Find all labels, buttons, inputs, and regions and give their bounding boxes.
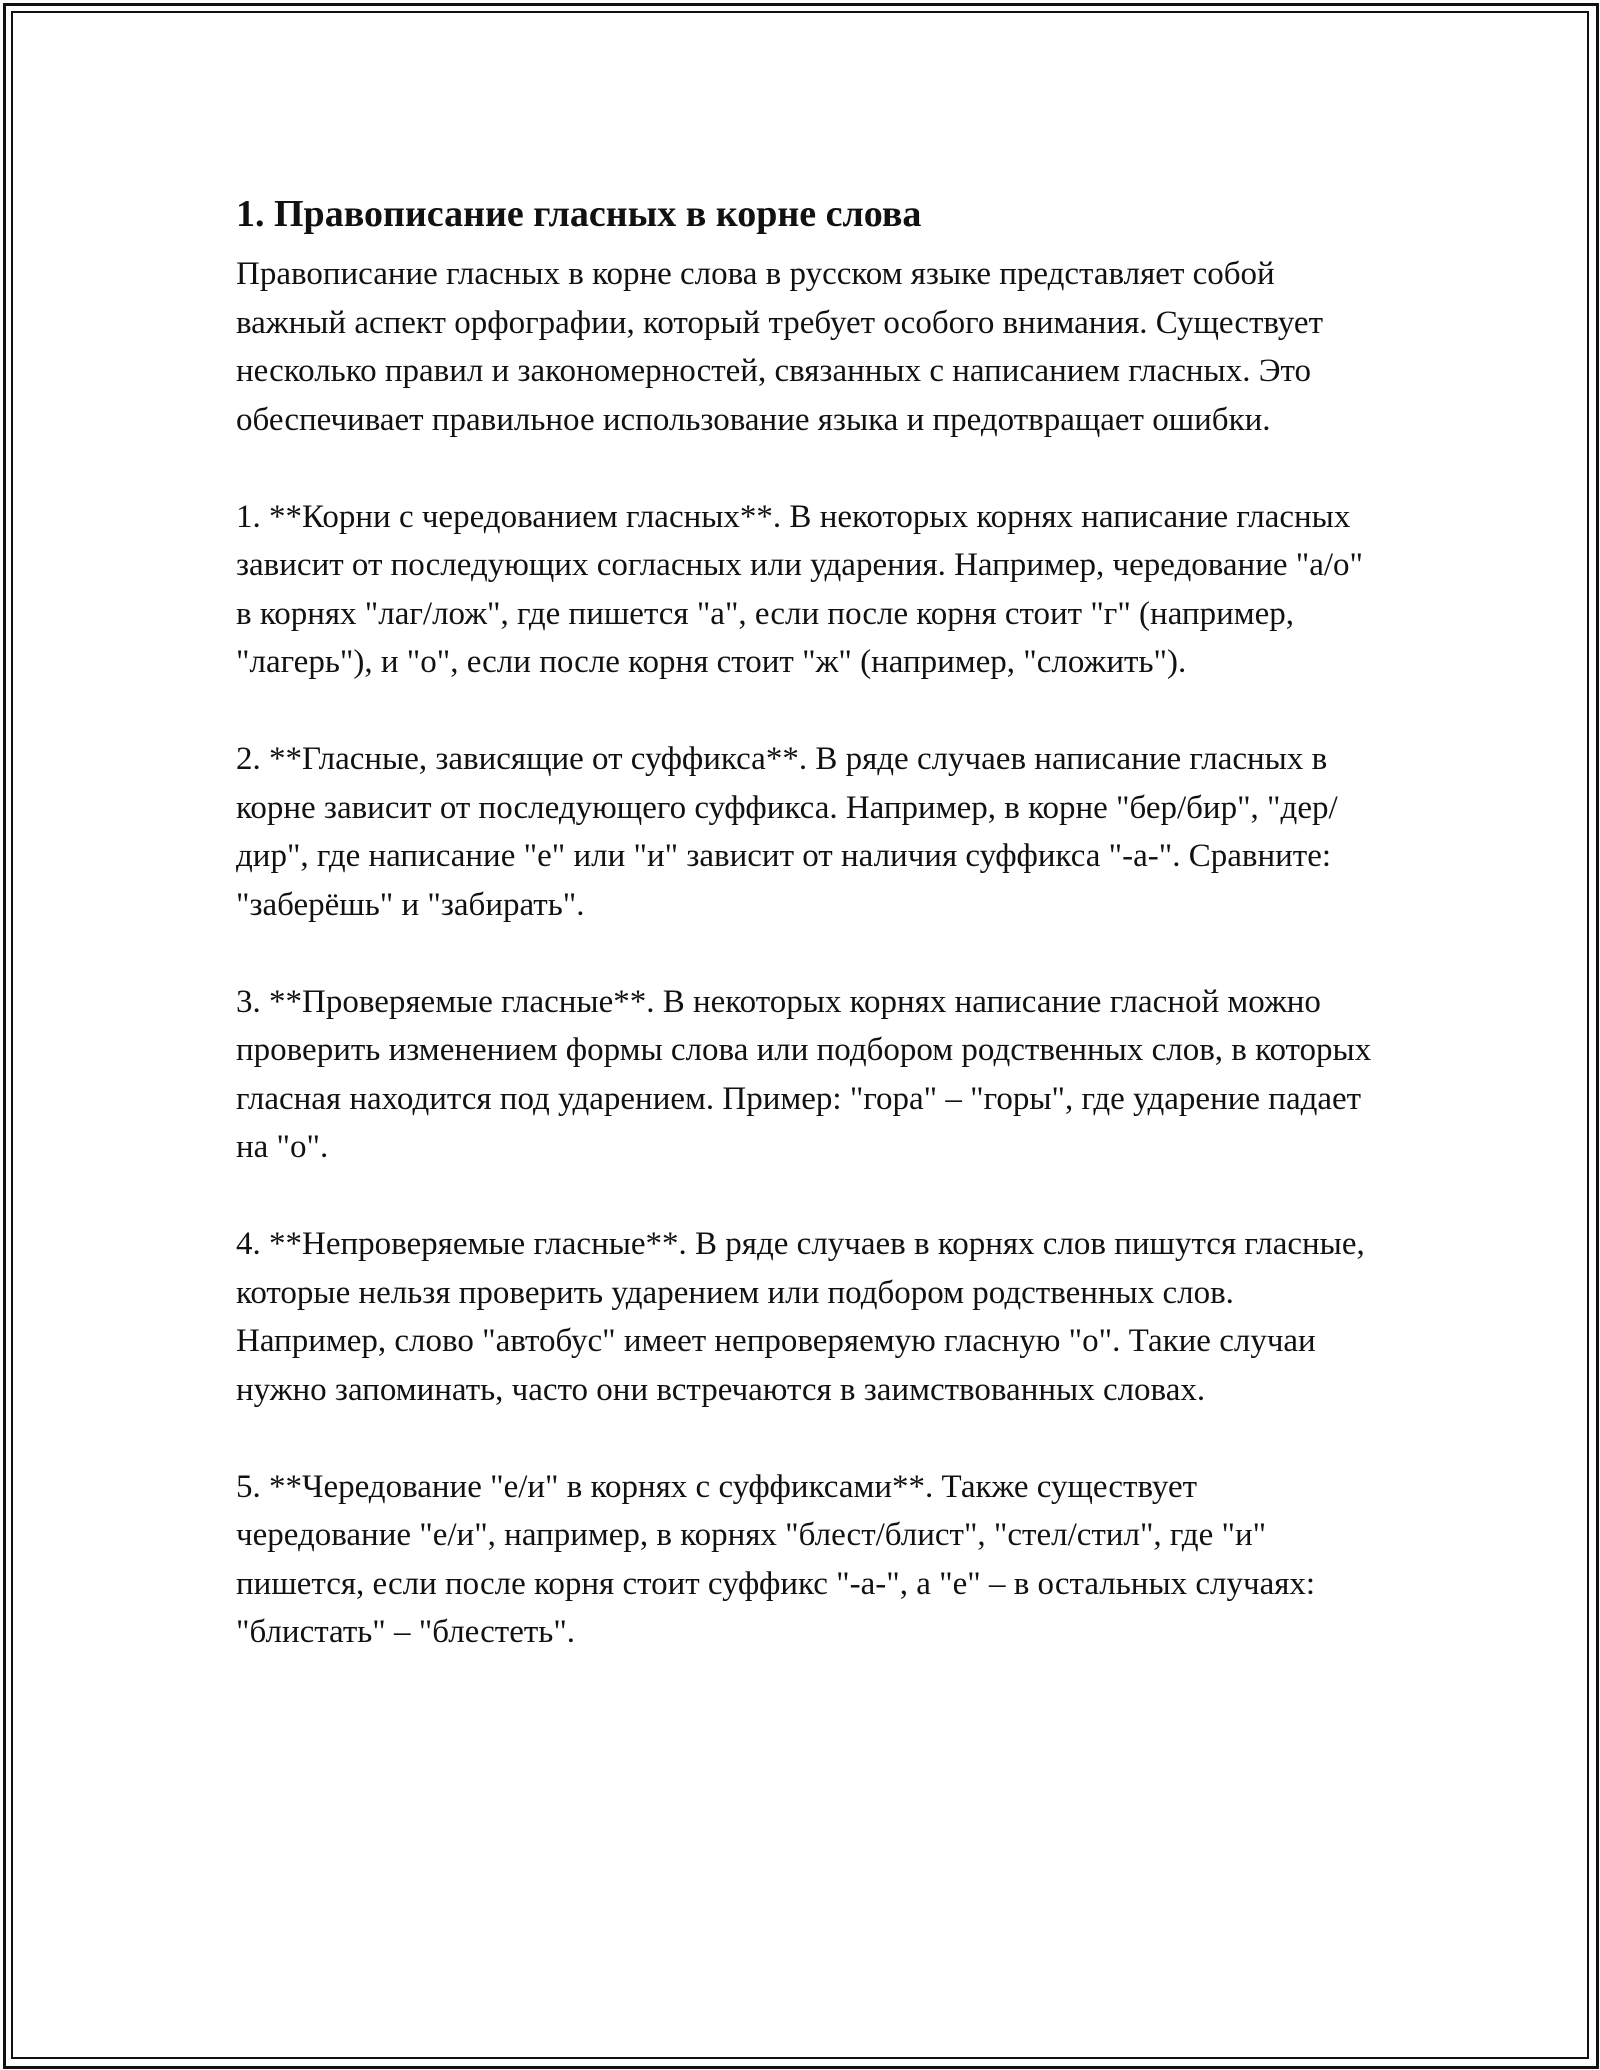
- document-body: [236, 188, 1376, 1705]
- rule-4-paragraph: 4. **Непроверяемые гласные**. В ряде случаев в корнях слов пишутся гласные, которые нельзя проверить ударением или подбором родственных слов. Например, слово "автобус" имеет непроверяемую гласную "о". Такие случаи нужно запоминать, часто они встречаются в заимствованных словах.: [236, 1226, 1365, 1408]
- rule-5-paragraph: 5. **Чередование "е/и" в корнях с суффиксами**. Также существует чередование "е/и", например, в корнях "блест/блист", "стел/стил", где "и" пишется, если после корня стоит суффикс "-а-", а "е" – в остальных случаях: "блистать" – "блестеть".: [236, 1468, 1316, 1650]
- intro-paragraph: Правописание гласных в корне слова в русском языке представляет собой важный аспект орфографии, который требует особого внимания. Существует несколько правил и закономерностей, связанных с написанием гласных. Это обеспечивает правильное использование языка и предотвращает ошибки.: [236, 256, 1324, 438]
- rule-3-paragraph: 3. **Проверяемые гласные**. В некоторых корнях написание гласной можно проверить изменением формы слова или подбором родственных слов, в которых гласная находится под ударением. Пример: "гора" – "горы", где ударение падает на "о".: [236, 983, 1372, 1165]
- rule-1-paragraph: 1. **Корни с чередованием гласных**. В некоторых корнях написание гласных зависит от последующих согласных или ударения. Например, чередование "а/о" в корнях "лаг/лож", где пишется "а", если после корня стоит "г" (например, "лагерь"), и "о", если после корня стоит "ж" (например, "сложить").: [236, 498, 1364, 680]
- rule-2-paragraph: 2. **Гласные, зависящие от суффикса**. В ряде случаев написание гласных в корне зависит от последующего суффикса. Например, в корне "бер/бир", "дер/дир", где написание "е" или "и" зависит от наличия суффикса "-а-". Сравните: "заберёшь" и "забирать".: [236, 741, 1338, 923]
- document-title: 1. Правописание гласных в корне слова: [236, 193, 922, 235]
